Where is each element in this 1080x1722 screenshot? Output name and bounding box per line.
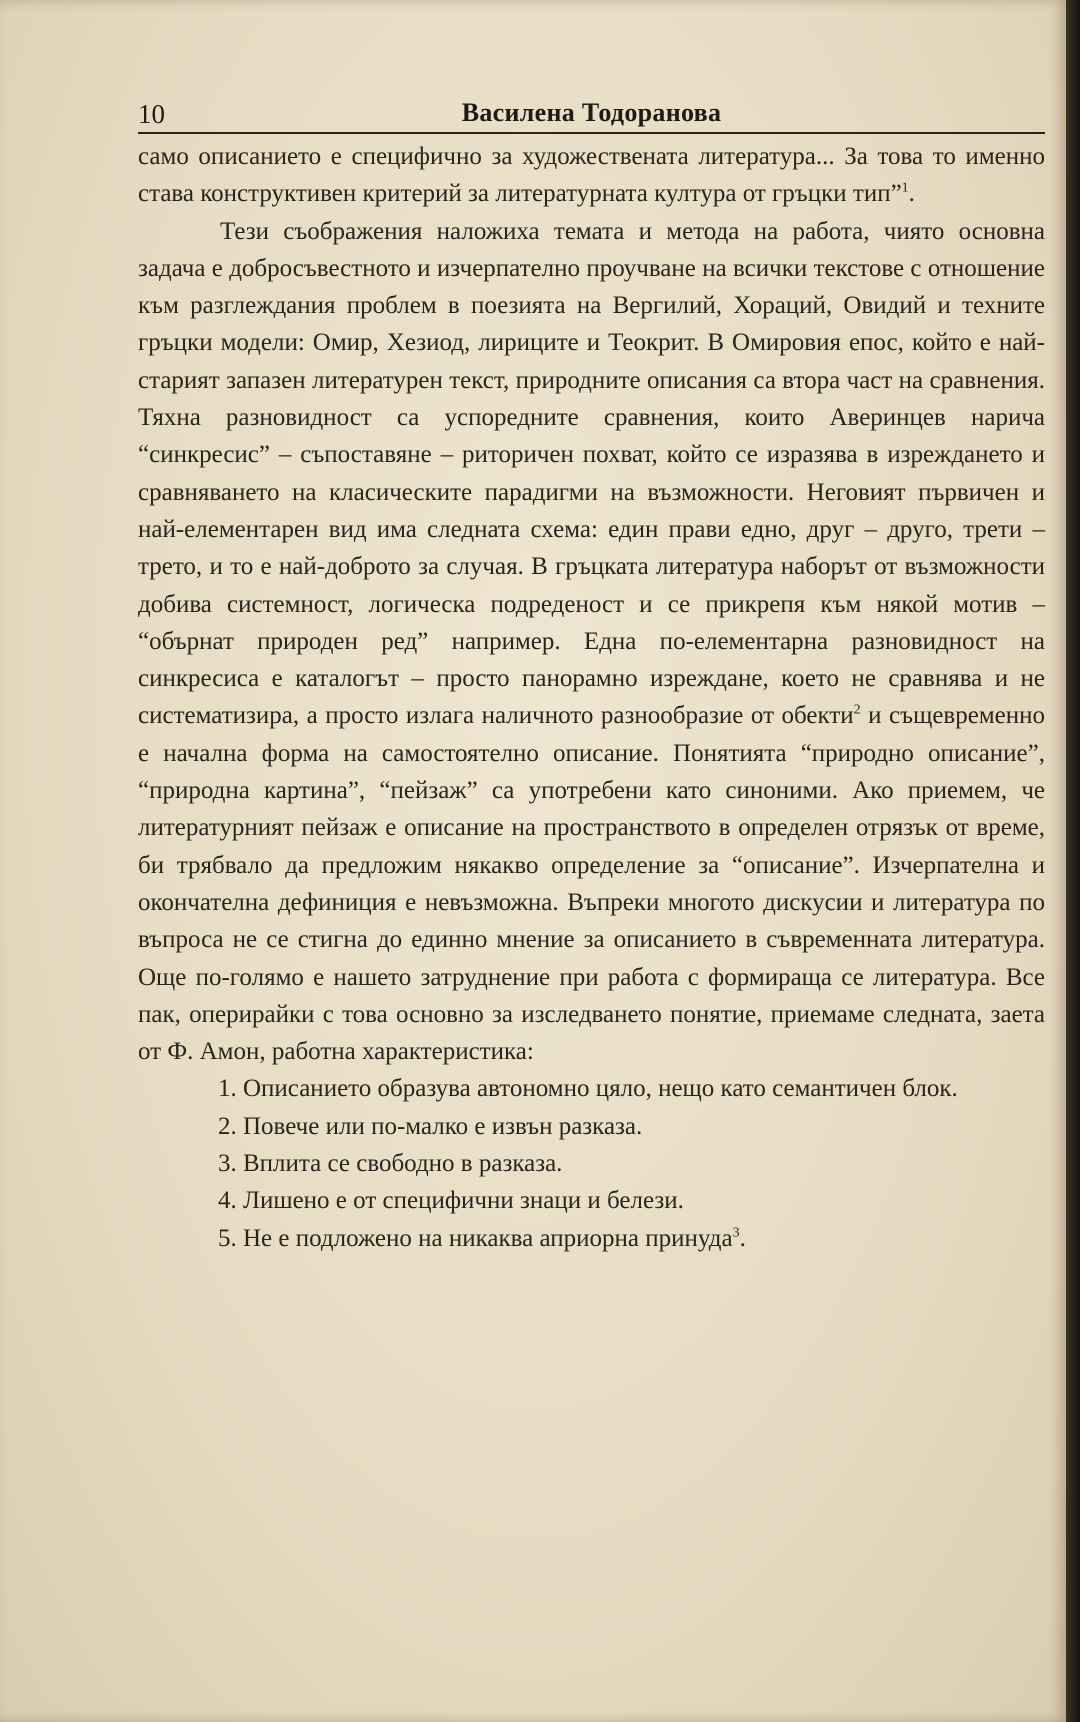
running-title: Василена Тодоранова xyxy=(461,98,722,127)
page-header xyxy=(138,92,1045,134)
page-number: 10 xyxy=(138,99,165,129)
body-text xyxy=(138,138,1045,1257)
list-item: 4. Лишено е от специфични знаци и белези. xyxy=(218,1187,684,1215)
list-item-tail: . xyxy=(739,1224,746,1252)
list-item-text: 5. Не е подложено на никаква априорна принуда xyxy=(218,1224,733,1252)
page-edge-shadow xyxy=(1066,0,1080,1722)
paragraph-tail: и същевременно е начална форма на самостоятелно описание. Понятията “природно описание”, “природна картина”, “пейзаж” са употребени като синоними. Ако приемем, че литературният пейзаж е описание на пространството в определен отрязък от време, би трябвало да предложим някакво определение за “описание”. Изчерпателна и окончателна дефиниция е невъзможна. Въпреки многото дискусии и литература по въпроса не се стигна до единно мнение за описанието в съвременната литература. Още по-голямо е нашето затруднение при работа с формираща се литература. Все пак, оперирайки с това основно за изследването понятие, приемаме следната, заета от Ф. Амон, работна характеристика: xyxy=(138,702,1045,1066)
paragraph-tail: . xyxy=(908,180,915,208)
footnote-ref: 3 xyxy=(732,1225,740,1241)
paragraph-continuation xyxy=(138,138,1045,213)
list-item xyxy=(138,1220,1045,1257)
footnote-ref: 2 xyxy=(853,703,861,719)
list-item: 1. Описанието образува автономно цяло, нещо като семантичен блок. xyxy=(218,1075,958,1103)
paragraph-text: само описанието е специфично за художествената литература... За това то именно става конструктивен критерий за литературната култура от гръцки тип” xyxy=(138,143,1045,208)
paragraph-main xyxy=(138,213,1045,1071)
paragraph-text: Тези съображения наложиха темата и метода на работа, чиято основна задача е добросъвестното и изчерпателно проучване на всички текстове с отношение към разглеждания проблем в поезията на Вергилий, Хораций, Овидий и техните гръцки модели: Омир, Хезиод, лириците и Теокрит. В Омировия епос, който е най-старият запазен литературен текст, природните описания са втора част на сравнения. Тяхна разновидност са успоредните сравнения, които Аверинцев нарича “синкресис” – съпоставяне – риторичен похват, който се изразява в изреждането и сравняването на класическите парадигми на възможности. Неговият първичен и най-елементарен вид има следната схема: един прави едно, друг – друго, трети – трето, и то е най-доброто за случая. В гръцката литература наборът от възможности добива системност, логическа подреденост и се прикрепя към някой мотив – “обърнат природен ред” например. Една по-елементарна разновидност на синкресиса е каталогът – просто панорамно изреждане, което не сравнява и не систематизира, а просто излага наличното разнообразие от обекти xyxy=(138,217,1045,730)
list-item: 3. Вплита се свободно в разказа. xyxy=(218,1150,563,1178)
footnote-ref: 1 xyxy=(901,180,909,196)
list-item: 2. Повече или по-малко е извън разказа. xyxy=(218,1112,643,1140)
